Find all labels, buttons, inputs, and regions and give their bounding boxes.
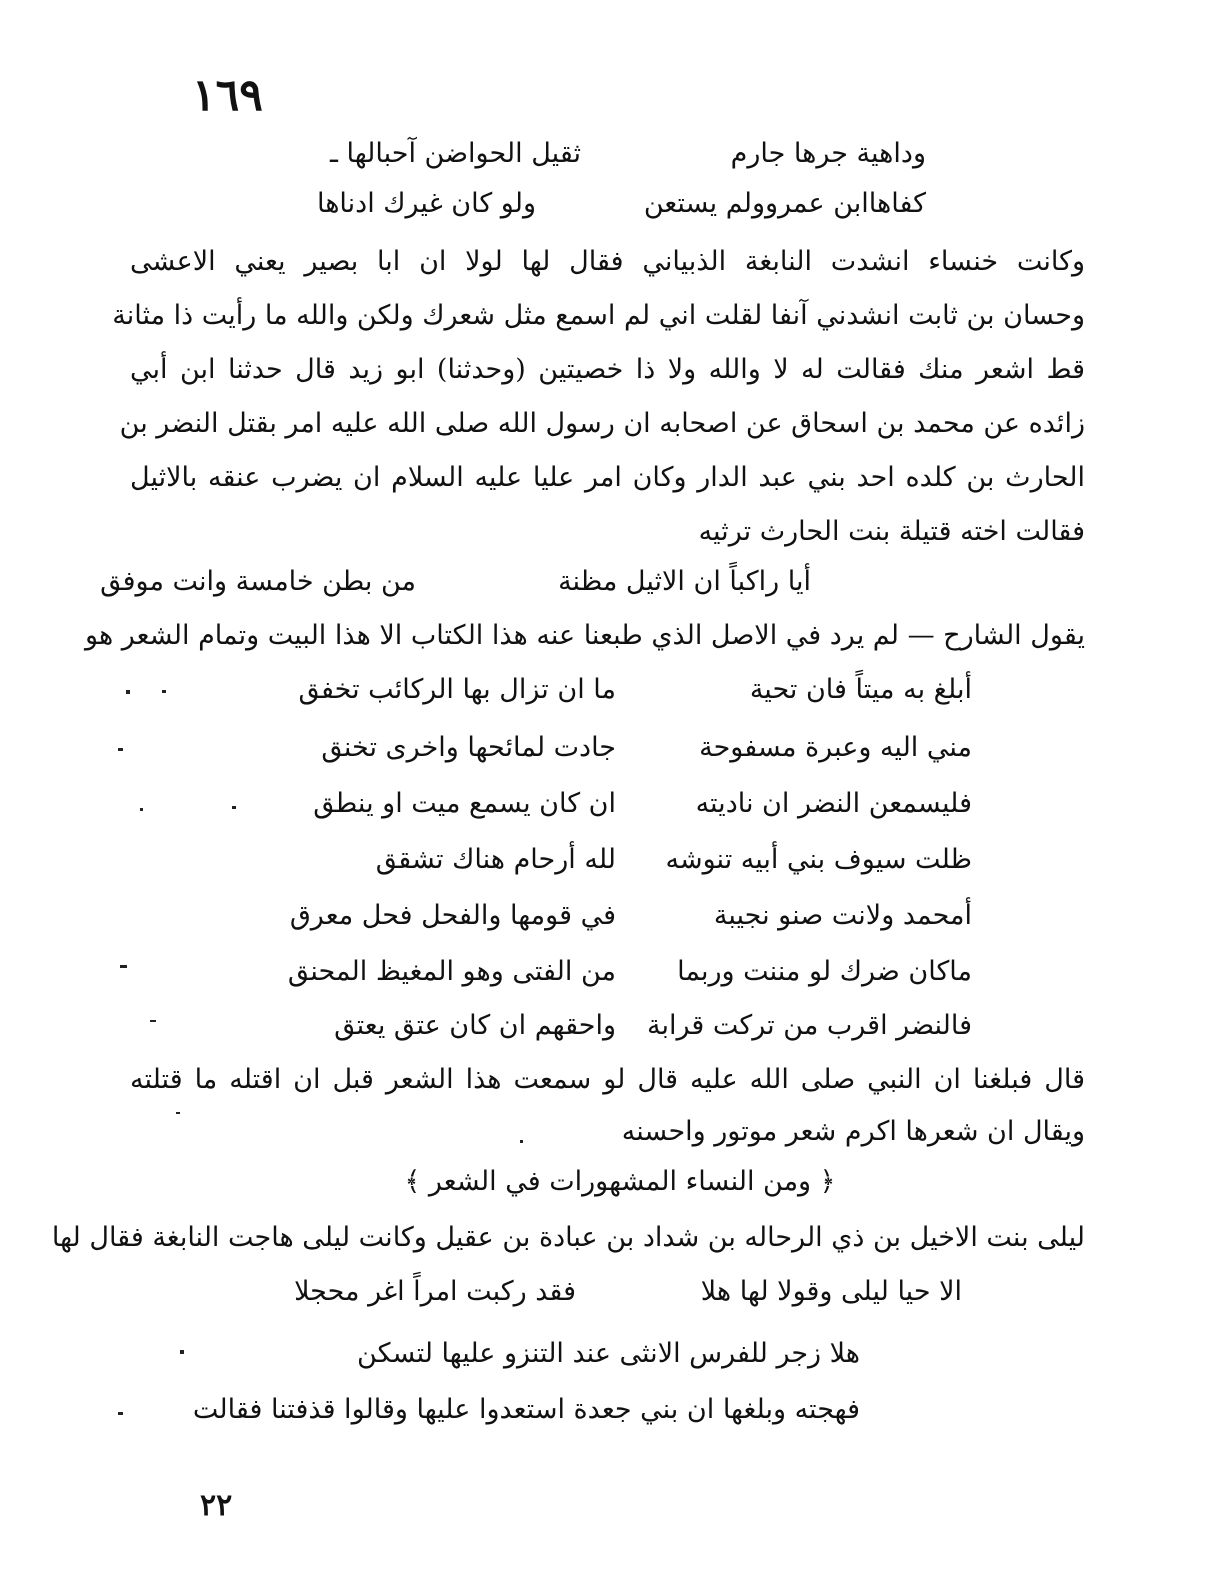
verse-4-first-hemistich: أبلغ به ميتاً فان تحية <box>749 674 972 705</box>
prose-line-10: هلا زجر للفرس الانثى عند التنزو عليها لتسكن <box>357 1338 860 1369</box>
scan-speck <box>118 1412 123 1415</box>
verse-9-first-hemistich: ماكان ضرك لو مننت وربما <box>677 956 972 987</box>
page-number-top: ١٦٩ <box>192 70 263 121</box>
prose-line-8: ويقال ان شعرها اكرم شعر موتور واحسنه <box>621 1116 1085 1147</box>
verse-1-first-hemistich: وداهية جرها جارم <box>730 138 926 169</box>
prose-line-2: وحسان بن ثابت انشدني آنفا لقلت اني لم اسمع مثل شعرك ولكن والله ما رأيت ذا مثانة <box>112 300 1085 331</box>
verse-3-second-hemistich: من بطن خامسة وانت موفق <box>100 566 416 597</box>
verse-6-second-hemistich: ان كان يسمع ميت او ينطق <box>313 788 616 819</box>
verse-1-second-hemistich: ثقيل الحواضن آحبالها ـ <box>330 138 581 169</box>
verse-3-first-hemistich: أيا راكباً ان الاثيل مظنة <box>558 566 811 597</box>
verse-6-first-hemistich: فليسمعن النضر ان ناديته <box>695 788 972 819</box>
scan-speck <box>180 1350 184 1354</box>
prose-line-7: قال فبلغنا ان النبي صلى الله عليه قال لو سمعت هذا الشعر قبل ان اقتله ما قتلته <box>130 1064 1085 1095</box>
verse-11-first-hemistich: الا حيا ليلى وقولا لها هلا <box>700 1276 962 1307</box>
verse-8-second-hemistich: في قومها والفحل فحل معرق <box>289 900 616 931</box>
verse-5-second-hemistich: جادت لمائحها واخرى تخنق <box>321 732 616 763</box>
prose-line-9: ليلى بنت الاخيل بن ذي الرحاله بن شداد بن عبادة بن عقيل وكانت ليلى هاجت النابغة فقال لها <box>51 1222 1085 1253</box>
verse-5-first-hemistich: مني اليه وعبرة مسفوحة <box>699 732 972 763</box>
verse-11-second-hemistich: فقد ركبت امراً اغر محجلا <box>294 1276 576 1307</box>
prose-line-6: فقالت اخته قتيلة بنت الحارث ترثيه <box>698 516 1085 547</box>
verse-7-first-hemistich: ظلت سيوف بني أبيه تنوشه <box>665 844 972 875</box>
scan-speck <box>176 1112 180 1114</box>
verse-2-second-hemistich: ولو كان غيرك ادناها <box>316 188 536 219</box>
scan-speck <box>120 965 127 968</box>
prose-line-3: قط اشعر منك فقالت له لا والله ولا ذا خصيتين (وحدثنا) ابو زيد قال حدثنا ابن أبي <box>130 354 1085 385</box>
verse-9-second-hemistich: من الفتى وهو المغيظ المحنق <box>287 956 616 987</box>
prose-line-5: الحارث بن كلده احد بني عبد الدار وكان امر عليا عليه السلام ان يضرب عنقه بالاثيل <box>130 462 1085 493</box>
prose-line-1: وكانت خنساء انشدت النابغة الذبياني فقال لها لولا ان ابا بصير يعني الاعشى <box>130 246 1085 277</box>
scan-speck <box>140 808 143 811</box>
verse-4-second-hemistich: ما ان تزال بها الركائب تخفق <box>298 674 616 705</box>
verse-8-first-hemistich: أمحمد ولانت صنو نجيبة <box>713 900 972 931</box>
verse-2-first-hemistich: كفاهاابن عمروولم يستعن <box>643 188 926 219</box>
scan-speck <box>520 1140 523 1143</box>
page-number-bottom: ٢٢ <box>200 1488 233 1523</box>
prose-line-4: زائده عن محمد بن اسحاق عن اصحابه ان رسول الله صلى الله عليه امر بقتل النضر بن <box>119 408 1085 439</box>
scan-speck <box>126 690 130 694</box>
verse-10-first-hemistich: فالنضر اقرب من تركت قرابة <box>647 1010 972 1041</box>
scan-speck <box>150 1020 156 1022</box>
verse-10-second-hemistich: واحقهم ان كان عتق يعتق <box>334 1010 616 1041</box>
verse-7-second-hemistich: لله أرحام هناك تشقق <box>375 844 616 875</box>
section-heading: ﴿ ومن النساء المشهورات في الشعر ﴾ <box>404 1166 836 1197</box>
scan-speck <box>162 690 166 693</box>
scan-speck <box>118 748 123 751</box>
prose-line-11: فهجته وبلغها ان بني جعدة استعدوا عليها وقالوا قذفتنا فقالت <box>192 1394 860 1425</box>
scan-speck <box>232 806 236 809</box>
commentator-note: يقول الشارح — لم يرد في الاصل الذي طبعنا عنه هذا الكتاب الا هذا البيت وتمام الشعر هو <box>85 620 1085 651</box>
